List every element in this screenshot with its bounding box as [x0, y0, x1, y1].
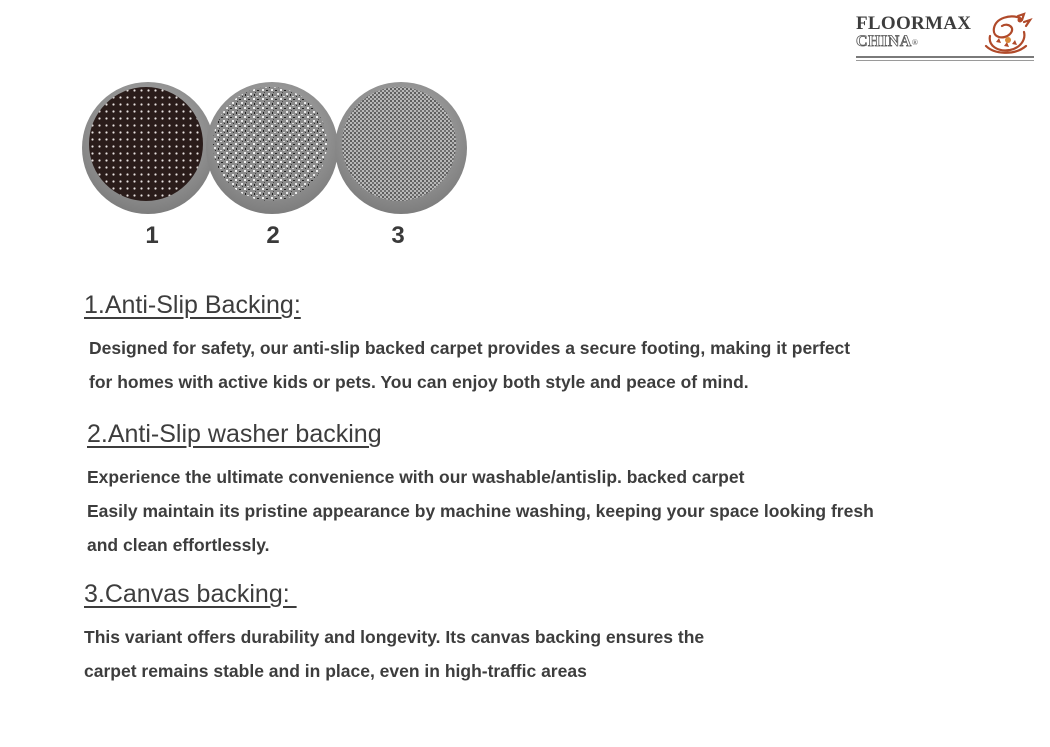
- section-1-line-1: Designed for safety, our anti-slip backed carpet provides a secure footing, making it perfect: [89, 338, 851, 358]
- dragon-emblem-icon: [980, 12, 1034, 56]
- swatch-1: [82, 82, 214, 214]
- brand-name-line2: CHINA®: [856, 33, 919, 50]
- section-1-heading: 1.Anti-Slip Backing:: [84, 291, 301, 319]
- swatch-label-1: 1: [145, 222, 159, 249]
- backing-swatches: [82, 80, 472, 220]
- section-2-heading: 2.Anti-Slip washer backing: [87, 420, 382, 448]
- swatch-label-2: 2: [266, 222, 280, 249]
- swatch-label-3: 3: [391, 222, 405, 249]
- swatch-3: [335, 82, 467, 214]
- brand-logo: [856, 12, 1036, 64]
- brand-name-line1: FLOORMAX: [856, 13, 972, 34]
- logo-rule-thin: [856, 60, 1034, 61]
- section-2-body: [87, 460, 874, 562]
- section-3-body: [84, 620, 704, 688]
- logo-rule: [856, 56, 1034, 58]
- section-1-line-2: for homes with active kids or pets. You can enjoy both style and peace of mind.: [89, 372, 749, 392]
- section-3-heading: 3.Canvas backing:: [84, 580, 297, 608]
- section-2-line-3: and clean effortlessly.: [87, 535, 270, 555]
- section-1-body: [89, 331, 850, 399]
- section-2-line-1: Experience the ultimate convenience with our washable/antislip. backed carpet: [87, 467, 745, 487]
- section-3-line-2: carpet remains stable and in place, even in high-traffic areas: [84, 661, 587, 681]
- swatch-2: [206, 82, 338, 214]
- section-3-line-1: This variant offers durability and longevity. Its canvas backing ensures the: [84, 627, 705, 647]
- section-2-line-2: Easily maintain its pristine appearance by machine washing, keeping your space looking fresh: [87, 501, 874, 521]
- registered-mark: ®: [911, 38, 919, 47]
